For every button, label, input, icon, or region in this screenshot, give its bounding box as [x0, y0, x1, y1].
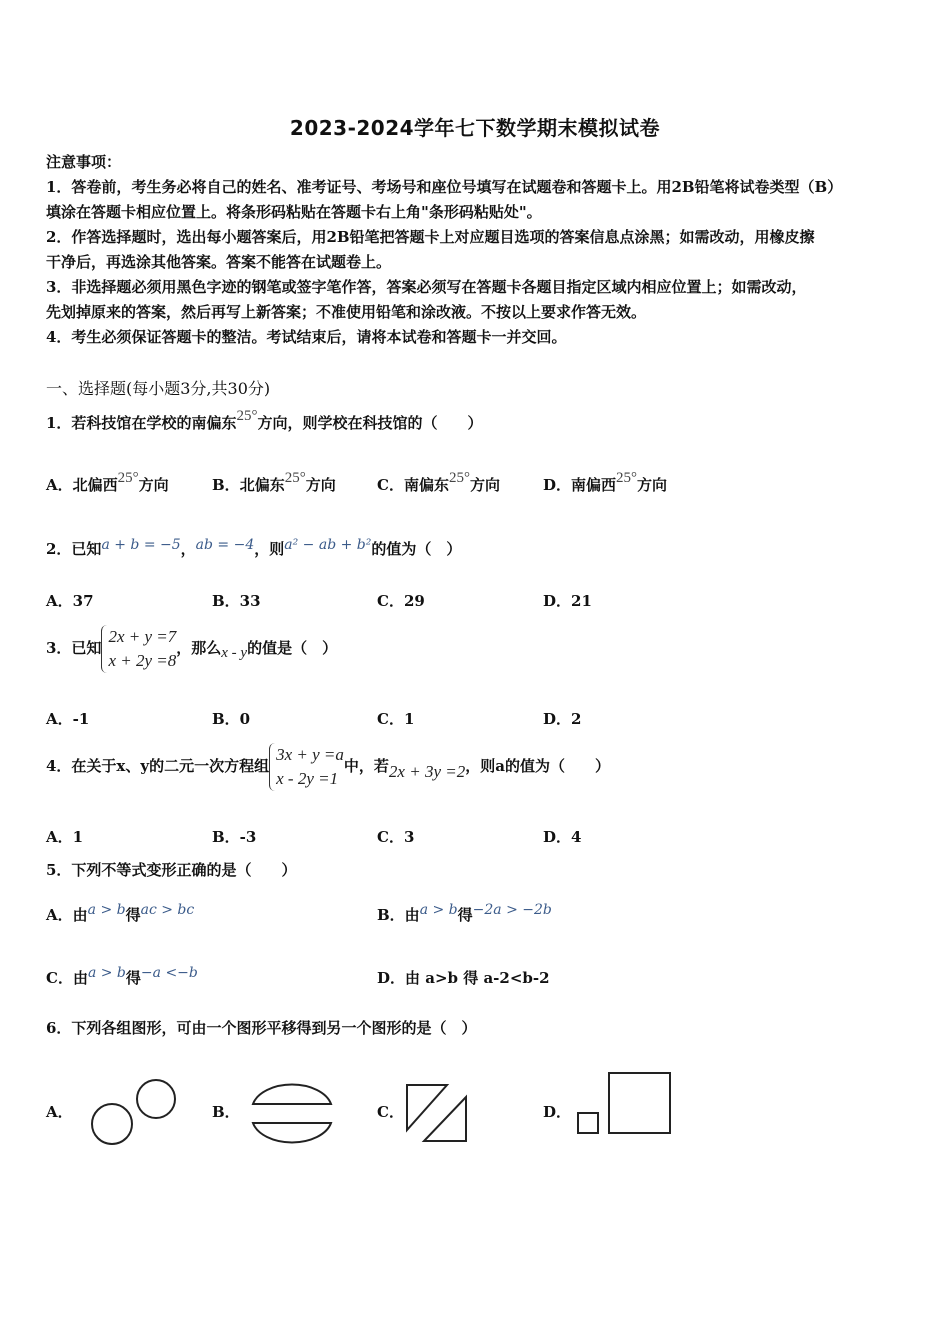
question-1 — [46, 408, 483, 433]
notes-heading: 注意事项： — [46, 153, 122, 171]
question-6: 6．下列各组图形，可由一个图形平移得到另一个图形的是（ ） — [46, 1019, 477, 1037]
circle-small-shape — [137, 1080, 175, 1118]
q5-option-b[interactable]: B．由a > b得−2a > −2b — [377, 902, 552, 924]
note-line: 1．答卷前，考生务必将自己的姓名、准考证号、考场号和座位号填写在试题卷和答题卡上。用2B铅笔将试卷类型（B） — [46, 178, 843, 196]
q3-option-a[interactable]: A．-1 — [46, 710, 90, 728]
q6-figure-a-circles — [85, 1075, 185, 1150]
q6-figure-d-squares — [572, 1068, 677, 1140]
q3-option-c[interactable]: C．1 — [377, 710, 415, 728]
note-line: 先划掉原来的答案，然后再写上新答案；不准使用铅笔和涂改液。不按以上要求作答无效。 — [46, 303, 647, 321]
q2-math-2: ab = −4 — [195, 537, 255, 553]
q1-post: 方向，则学校在科技馆的（ ） — [257, 414, 483, 432]
q4-option-c[interactable]: C．3 — [377, 828, 415, 846]
bottom-segment-shape — [253, 1123, 331, 1142]
q2-option-a[interactable]: A．37 — [46, 592, 94, 610]
q3-option-b[interactable]: B．0 — [212, 710, 251, 728]
small-square-shape — [578, 1113, 598, 1133]
question-2: 2．已知a + b = −5，ab = −4，则a² − ab + b²的值为（ ） — [46, 537, 462, 558]
note-line: 填涂在答题卡相应位置上。将条形码粘贴在答题卡右上角"条形码粘贴处"。 — [46, 203, 542, 221]
note-line: 4．考生必须保证答题卡的整洁。考试结束后，请将本试卷和答题卡一并交回。 — [46, 328, 567, 346]
q4-condition: 2x + 3y =2 — [388, 762, 466, 781]
note-line: 3．非选择题必须用黑色字迹的钢笔或签字笔作答，答案必须写在答题卡各题目指定区域内相应位置上；如需改动， — [46, 278, 807, 296]
q4-equation-system: 3x + y =a x - 2y =1 — [269, 743, 344, 791]
q1-option-a[interactable]: A．北偏西25°方向 — [46, 470, 169, 494]
q1-angle: 25° — [236, 408, 258, 424]
circle-small-shape — [92, 1104, 132, 1144]
q3-equation-system: 2x + y =7 x + 2y =8 — [101, 625, 176, 673]
q4-option-b[interactable]: B．-3 — [212, 828, 257, 846]
q1-option-b[interactable]: B．北偏东25°方向 — [212, 470, 336, 494]
q6-figure-c-triangles — [402, 1080, 472, 1146]
q4-option-a[interactable]: A．1 — [46, 828, 84, 846]
note-line: 2．作答选择题时，选出每小题答案后，用2B铅笔把答题卡上对应题目选项的答案信息点涂黑；如需改动，用橡皮擦 — [46, 228, 815, 246]
q2-math-1: a + b = −5 — [101, 537, 181, 553]
question-4: 4．在关于x、y的二元一次方程组 3x + y =a x - 2y =1 中，若2x + 3y =2，则a的值为（ ） — [46, 739, 610, 793]
q5-option-d[interactable]: D．由 a>b 得 a-2<b-2 — [377, 969, 550, 987]
q5-option-a[interactable]: A．由a > b得ac > bc — [46, 902, 195, 924]
q6-option-b[interactable]: B． — [212, 1103, 240, 1121]
q6-option-a[interactable]: A． — [46, 1103, 73, 1121]
q1-option-d[interactable]: D．南偏西25°方向 — [543, 470, 668, 494]
q6-option-d[interactable]: D． — [543, 1103, 572, 1121]
q2-option-d[interactable]: D．21 — [543, 592, 592, 610]
q1-option-c[interactable]: C．南偏东25°方向 — [377, 470, 500, 494]
q4-option-d[interactable]: D．4 — [543, 828, 582, 846]
q6-option-c[interactable]: C． — [377, 1103, 404, 1121]
section-heading: 一、选择题(每小题3分,共30分) — [46, 379, 271, 398]
top-segment-shape — [253, 1085, 331, 1104]
page-title: 2023-2024学年七下数学期末模拟试卷 — [289, 116, 661, 140]
q3-expression: x - y — [221, 645, 248, 661]
q1-pre: 1．若科技馆在学校的南偏东 — [46, 414, 237, 432]
q2-option-b[interactable]: B．33 — [212, 592, 261, 610]
question-5: 5．下列不等式变形正确的是（ ） — [46, 861, 297, 879]
note-line: 干净后，再选涂其他答案。答案不能答在试题卷上。 — [46, 253, 392, 271]
q6-figure-b-segments — [248, 1075, 338, 1150]
q2-math-3: a² − ab + b² — [284, 537, 372, 553]
large-square-shape — [609, 1073, 670, 1133]
q2-option-c[interactable]: C．29 — [377, 592, 425, 610]
q3-option-d[interactable]: D．2 — [543, 710, 582, 728]
question-3: 3．已知 2x + y =7 x + 2y =8 ，那么x - y的值是（ ） — [46, 621, 337, 676]
q5-option-c[interactable]: C．由a > b得−a <−b — [46, 965, 198, 987]
